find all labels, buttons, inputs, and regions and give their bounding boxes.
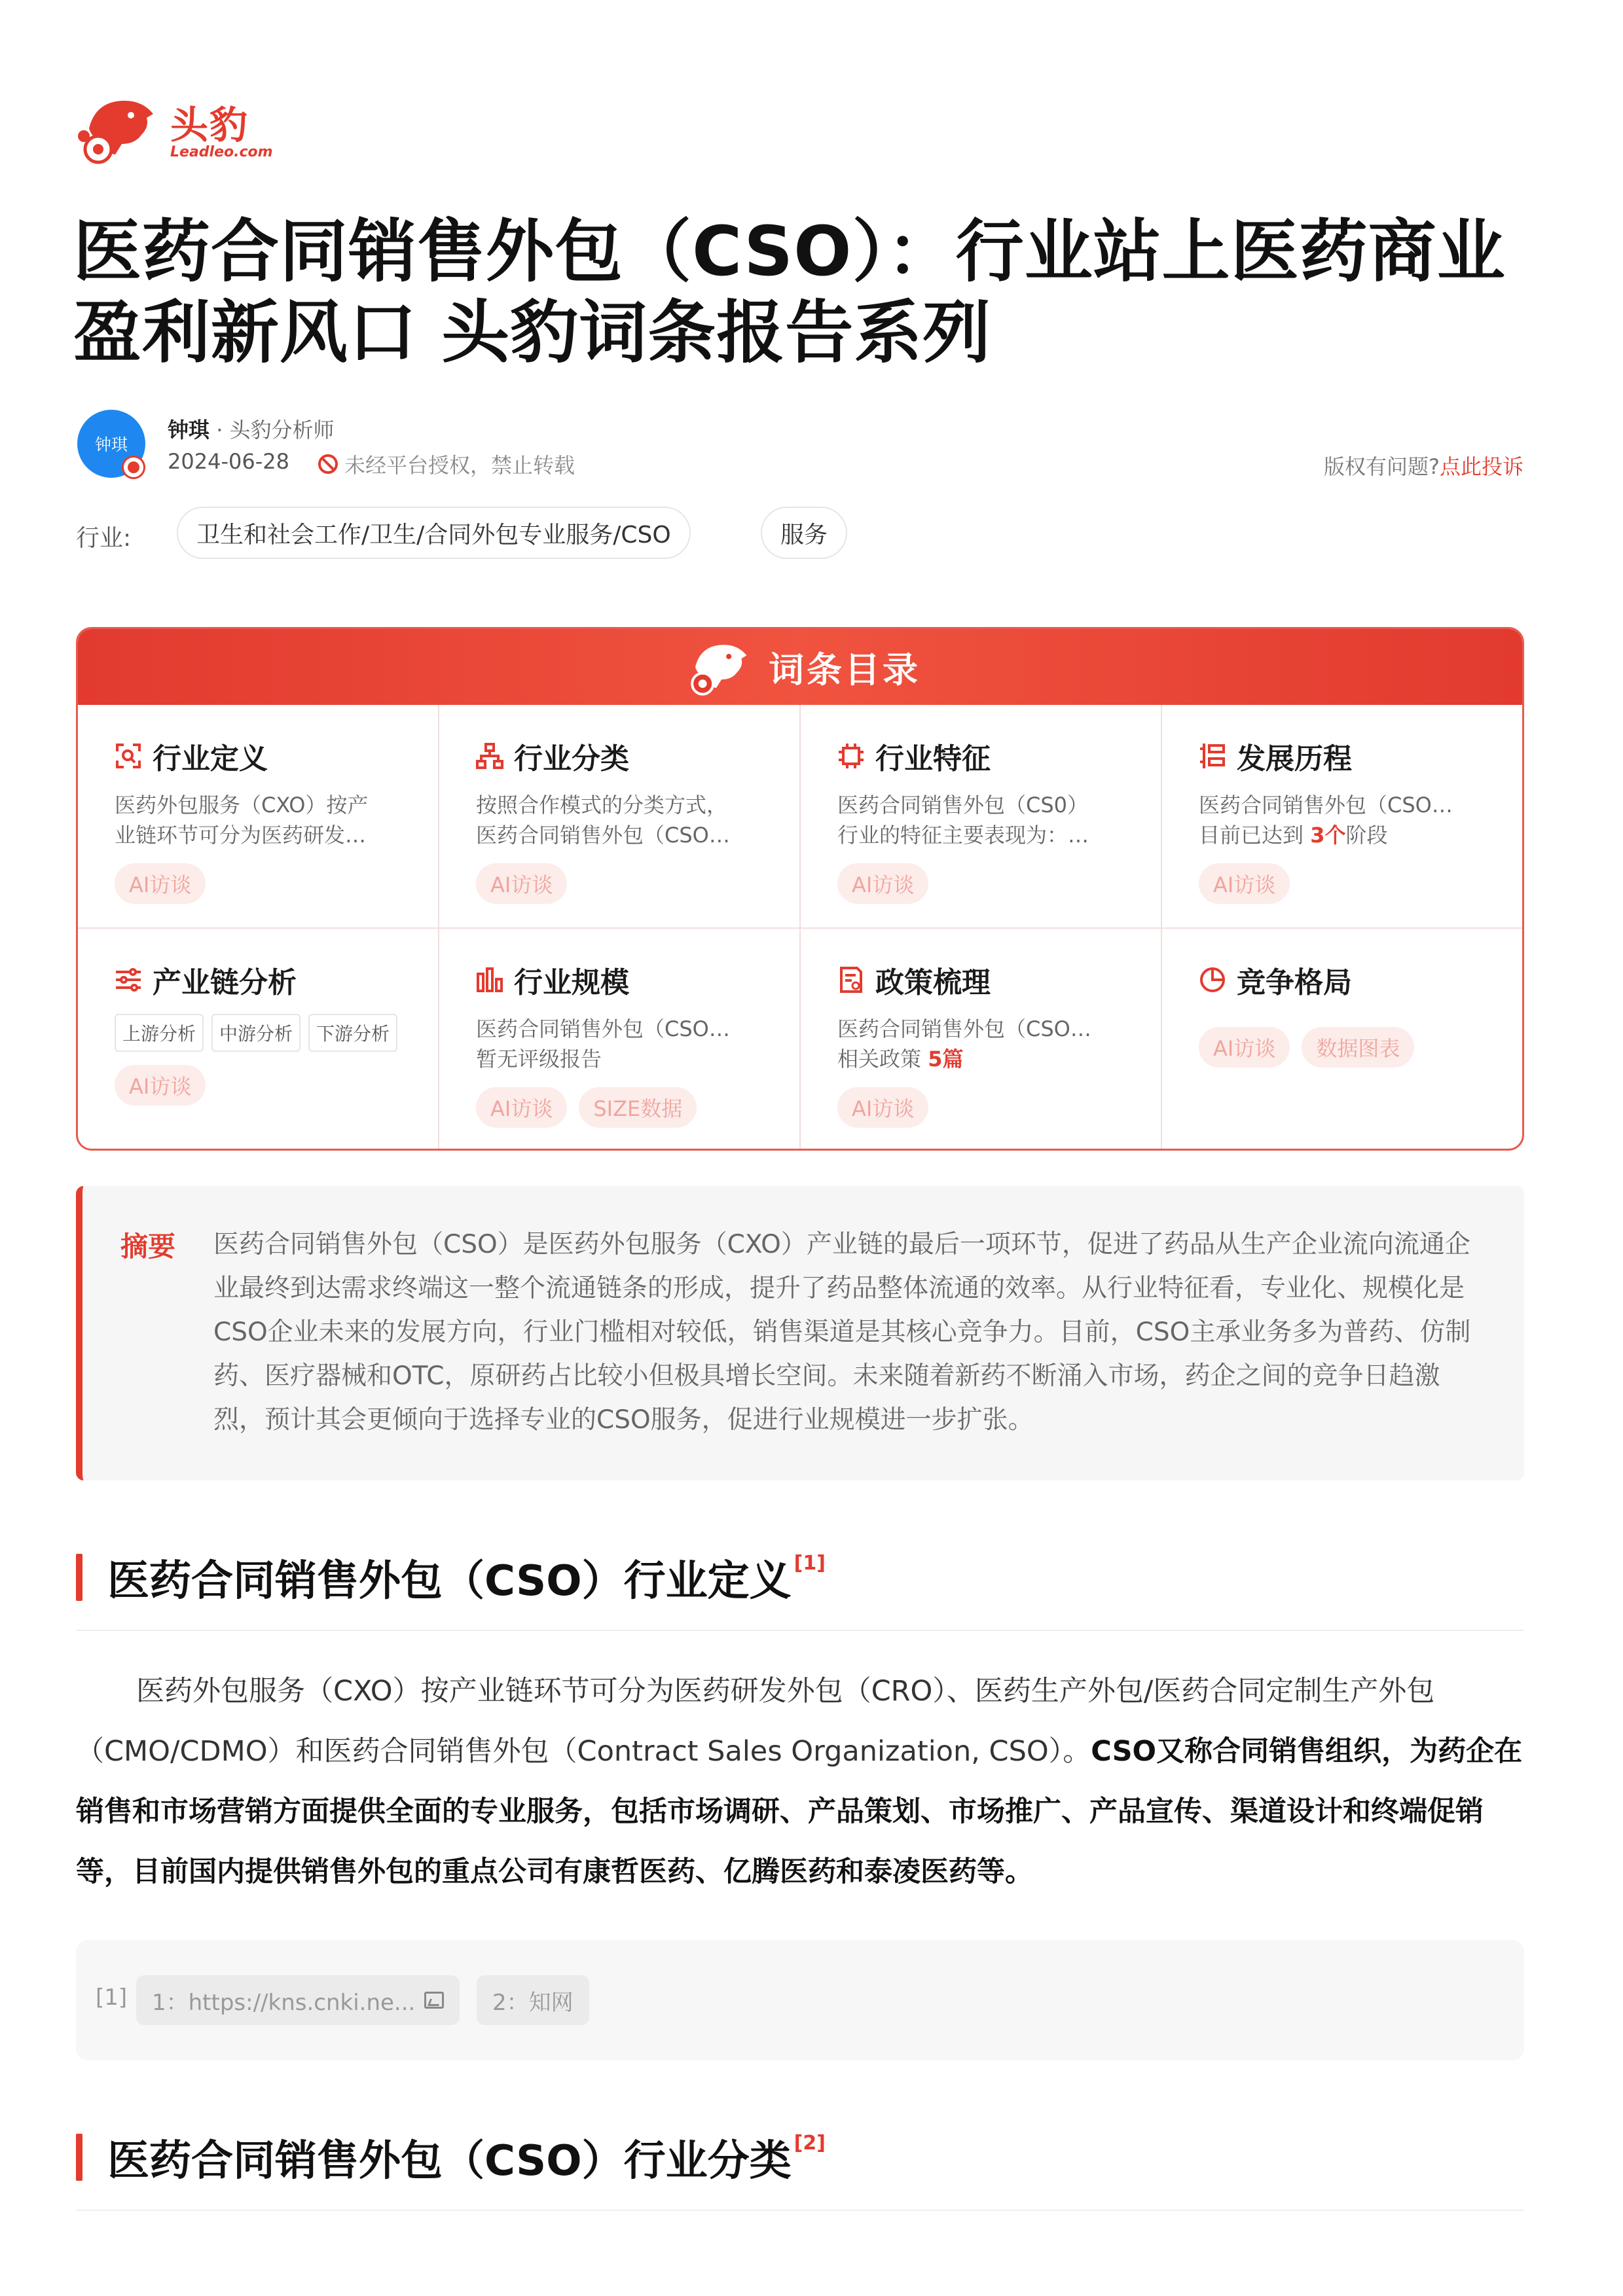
pie-chart-icon — [1199, 966, 1226, 994]
toc-item-classification[interactable] — [439, 705, 801, 929]
publish-date: 2024-06-28 — [168, 449, 289, 474]
heading-accent-bar — [76, 2134, 82, 2181]
policy-count: 5篇 — [928, 1047, 964, 1071]
toc-desc-line: 医药合同销售外包（CS0） — [837, 793, 1089, 817]
avatar[interactable]: 钟琪 — [77, 410, 145, 478]
author-separator: · — [210, 418, 230, 442]
toc-desc-line — [1199, 820, 1487, 850]
section-title: 医药合同销售外包（CSO）行业定义 — [107, 1557, 792, 1605]
summary-label: 摘要 — [120, 1230, 176, 1263]
ai-interview-button[interactable]: AI访谈 — [476, 863, 567, 904]
author-name[interactable]: 钟琪 — [168, 418, 210, 442]
toc-desc-text: 相关政策 — [837, 1047, 928, 1071]
report-complaint-link[interactable]: 点此投诉 — [1439, 454, 1523, 479]
toc-header — [78, 629, 1522, 705]
toc-desc-line: 医药合同销售外包（CSO… — [476, 1016, 730, 1041]
reference-chip-cnki[interactable]: 2：知网 — [477, 1975, 589, 2025]
reprint-notice — [318, 449, 575, 479]
toc-desc-line — [837, 1044, 1125, 1074]
report-title: 医药合同销售外包（CSO）：行业站上医药商业盈利新风口 头豹词条报告系列 — [73, 211, 1506, 372]
search-frame-icon — [115, 742, 142, 770]
reference-index: [1] — [96, 1984, 128, 2011]
author-role: 头豹分析师 — [229, 418, 335, 442]
section-title: 医药合同销售外包（CSO）行业分类 — [107, 2137, 792, 2185]
ai-interview-button[interactable]: AI访谈 — [1199, 1027, 1290, 1067]
table-of-contents — [76, 627, 1524, 1151]
sliders-icon — [115, 966, 142, 994]
toc-item-title: 发展历程 — [1237, 742, 1352, 776]
toc-item-history[interactable] — [1162, 705, 1524, 929]
toc-item-definition[interactable] — [78, 705, 439, 929]
ai-interview-button[interactable]: AI访谈 — [1199, 863, 1290, 904]
toc-item-desc — [476, 790, 764, 850]
brand-name: 头豹 — [170, 103, 249, 147]
section-heading-definition — [76, 1547, 826, 1607]
toc-item-desc — [115, 790, 403, 850]
midstream-analysis-tag[interactable]: 中游分析 — [211, 1014, 301, 1052]
toc-item-title: 行业规模 — [514, 966, 629, 999]
definition-text-emphasis: CSO又称合同销售组织，为药企在销售和市场营销方面提供全面的专业服务，包括市场调研、产品策划、市场推广、产品宣传、渠道设计和终端促销等，目前国内提供销售外包的重点公司有康哲医药、亿腾医药和泰凌医药等。 — [76, 1735, 1523, 1888]
toc-desc-text: 阶段 — [1345, 823, 1388, 848]
reference-link[interactable]: [1] — [793, 1551, 826, 1575]
data-chart-button[interactable]: 数据图表 — [1302, 1027, 1414, 1067]
author-line — [168, 414, 335, 444]
hierarchy-icon — [476, 742, 503, 770]
toc-title: 词条目录 — [769, 649, 921, 691]
toc-desc-line: 医药外包服务（CXO）按产 — [115, 793, 369, 817]
copyright-question: 版权有问题? — [1323, 454, 1440, 479]
toc-desc-line: 医药合同销售外包（CSO… — [476, 823, 730, 848]
size-data-button[interactable]: SIZE数据 — [579, 1087, 697, 1128]
ai-interview-button[interactable]: AI访谈 — [476, 1087, 567, 1128]
toc-item-market-size[interactable] — [439, 929, 801, 1151]
verified-badge-icon — [122, 456, 145, 479]
image-icon[interactable] — [424, 1992, 444, 2009]
industry-tag-cso[interactable]: 卫生和社会工作/卫生/合同外包专业服务/CSO — [177, 507, 691, 559]
stage-count: 3个 — [1310, 823, 1346, 848]
toc-item-title: 行业特征 — [875, 742, 991, 776]
toc-item-title: 竞争格局 — [1237, 966, 1352, 999]
toc-desc-line: 业链环节可分为医药研发… — [115, 823, 367, 848]
ai-interview-button[interactable]: AI访谈 — [837, 1087, 928, 1128]
bar-chart-icon — [476, 966, 503, 994]
toc-desc-line: 行业的特征主要表现为：… — [837, 823, 1089, 848]
brand-logo[interactable] — [76, 89, 272, 168]
upstream-analysis-tag[interactable]: 上游分析 — [115, 1014, 204, 1052]
toc-item-title: 政策梳理 — [875, 966, 991, 999]
toc-item-title: 行业分类 — [514, 742, 629, 776]
downstream-analysis-tag[interactable]: 下游分析 — [308, 1014, 397, 1052]
reprint-notice-text: 未经平台授权，禁止转载 — [344, 453, 575, 478]
summary-text: 医药合同销售外包（CSO）是医药外包服务（CXO）产业链的最后一项环节，促进了药品从生产企业流向流通企业最终到达需求终端这一整个流通链条的形成，提升了药品整体流通的效率。从行业特征看，专业化、规模化是CSO企业未来的发展方向，行业门槛相对较低，销售渠道是其核心竞争力。目前，CSO主承业务多为普药、仿制药、医疗器械和OTC，原研药占比较小但极具增长空间。未来随着新药不断涌入市场，药企之间的竞争日趋激烈，预计其会更倾向于选择专业的CSO服务，促进行业规模进一步扩张。 — [213, 1230, 1471, 1435]
toc-item-desc — [837, 1014, 1125, 1074]
toc-grid — [78, 705, 1522, 1151]
toc-item-title: 行业定义 — [153, 742, 268, 776]
ai-interview-button[interactable]: AI访谈 — [837, 863, 928, 904]
toc-desc-line: 暂无评级报告 — [476, 1047, 602, 1071]
ai-interview-button[interactable]: AI访谈 — [115, 863, 206, 904]
references-box — [76, 1940, 1524, 2060]
toc-item-desc — [1199, 790, 1487, 850]
leopard-logo-icon — [76, 89, 161, 168]
industry-label: 行业: — [76, 525, 132, 552]
toc-item-industry-chain[interactable] — [78, 929, 439, 1151]
brand-domain: Leadleo.com — [170, 144, 273, 160]
summary-box — [76, 1186, 1524, 1480]
divider — [76, 1630, 1524, 1631]
divider — [76, 2210, 1524, 2211]
toc-item-title: 产业链分析 — [153, 966, 297, 999]
chip-icon — [837, 742, 865, 770]
ban-icon — [318, 454, 338, 474]
section-heading-classification — [76, 2127, 826, 2187]
document-icon — [837, 966, 865, 994]
toc-desc-line: 医药合同销售外包（CSO… — [1199, 793, 1453, 817]
industry-tag-service[interactable]: 服务 — [761, 507, 847, 559]
toc-desc-line: 按照合作模式的分类方式， — [476, 793, 728, 817]
toc-item-desc — [837, 790, 1125, 850]
reference-link[interactable]: [2] — [793, 2131, 826, 2155]
reference-url: 1：https://kns.cnki.ne... — [152, 1989, 416, 2016]
ai-interview-button[interactable]: AI访谈 — [115, 1065, 206, 1105]
toc-desc-text: 目前已达到 — [1199, 823, 1311, 848]
definition-text: 医药外包服务（CXO）按产业链环节可分为医药研发外包（CRO）、医药生产外包/医药合同定制生产外包（CMO/CDMO）和医药合同销售外包（Contract Sales Organization, CSO）。 — [76, 1675, 1435, 1768]
heading-accent-bar — [76, 1554, 82, 1601]
toc-item-desc — [476, 1014, 764, 1074]
toc-item-policy[interactable] — [801, 929, 1162, 1151]
toc-item-competition[interactable] — [1162, 929, 1524, 1151]
section-body-definition — [76, 1661, 1524, 1902]
copyright-line — [1324, 450, 1523, 480]
leopard-logo-icon — [680, 636, 758, 698]
toc-item-features[interactable] — [801, 705, 1162, 929]
timeline-icon — [1199, 742, 1226, 770]
toc-desc-line: 医药合同销售外包（CSO… — [837, 1016, 1091, 1041]
reference-chip-url[interactable] — [136, 1975, 460, 2025]
